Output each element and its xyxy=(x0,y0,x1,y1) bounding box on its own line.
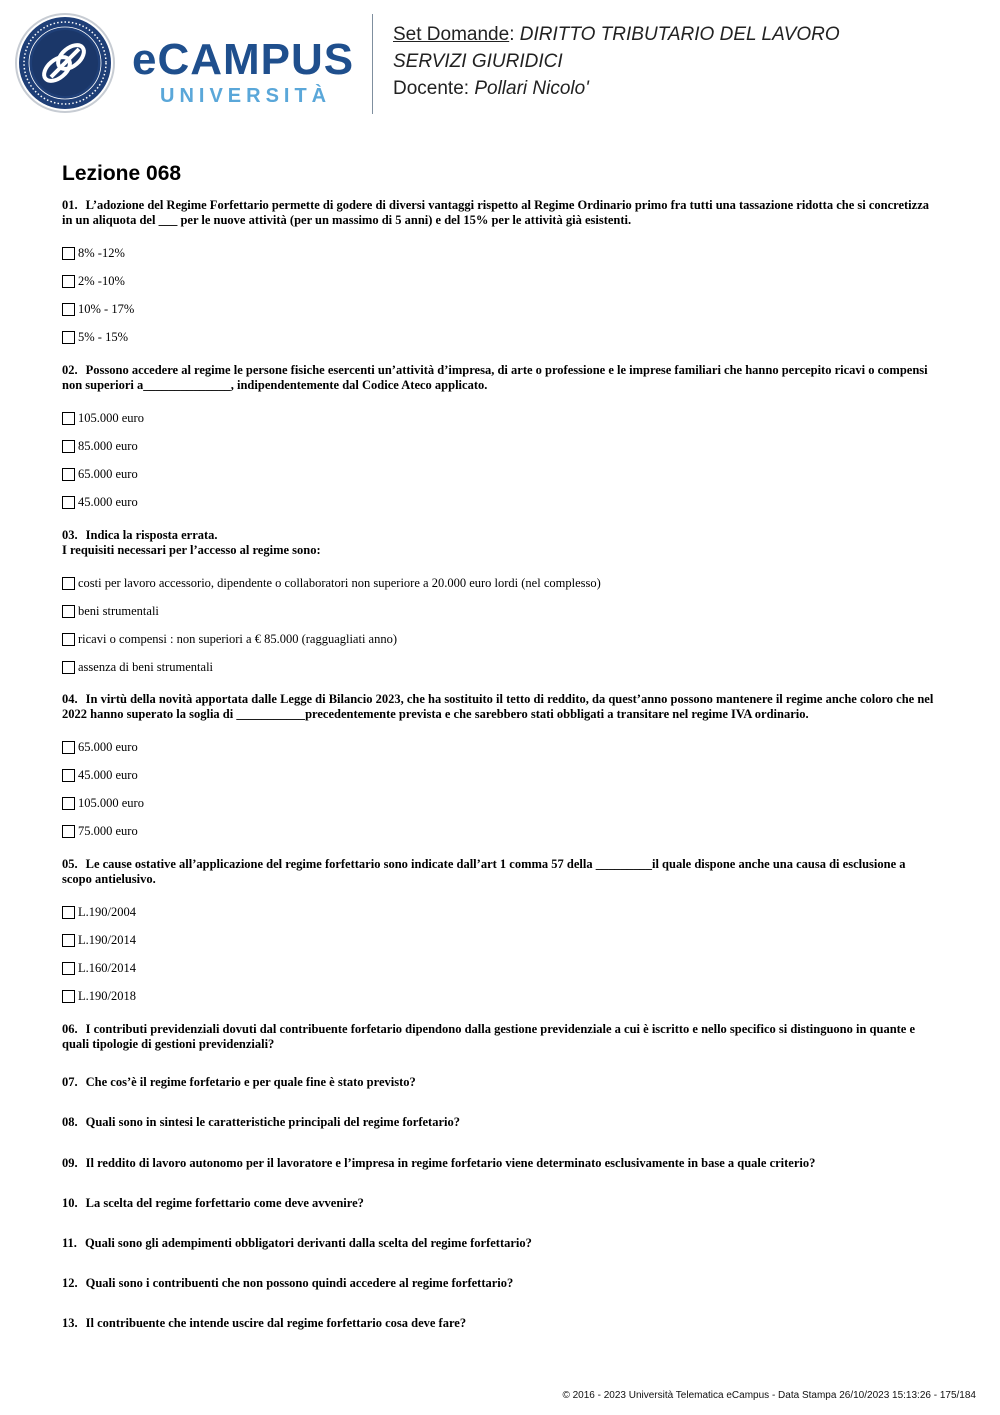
checkbox[interactable] xyxy=(62,661,75,674)
option-label: L.190/2014 xyxy=(78,932,136,947)
question-number: 06. xyxy=(62,1022,78,1036)
checkbox[interactable] xyxy=(62,990,75,1003)
question-body: Indica la risposta errata. xyxy=(85,528,218,542)
question-06 xyxy=(62,1022,937,1051)
answer-option[interactable] xyxy=(62,460,937,488)
question-text xyxy=(62,1196,937,1211)
page-header xyxy=(0,0,1000,125)
question-text xyxy=(62,1156,937,1171)
ecampus-seal-logo xyxy=(15,13,115,113)
option-label: 5% - 15% xyxy=(78,329,128,344)
question-text xyxy=(62,1075,937,1090)
checkbox[interactable] xyxy=(62,331,75,344)
option-label: L.190/2004 xyxy=(78,904,136,919)
question-text xyxy=(62,692,937,721)
question-text xyxy=(62,1022,937,1051)
answer-option[interactable] xyxy=(62,926,937,954)
option-label: L.190/2018 xyxy=(78,988,136,1003)
answer-option[interactable] xyxy=(62,898,937,926)
question-01 xyxy=(62,198,937,351)
question-10 xyxy=(62,1196,937,1211)
answer-options xyxy=(62,898,937,1010)
option-label: beni strumentali xyxy=(78,603,159,618)
question-number: 01. xyxy=(62,198,78,212)
answer-option[interactable] xyxy=(62,432,937,460)
option-label: 45.000 euro xyxy=(78,494,138,509)
checkbox[interactable] xyxy=(62,275,75,288)
set-separator: : xyxy=(509,24,515,45)
checkbox[interactable] xyxy=(62,412,75,425)
checkbox[interactable] xyxy=(62,440,75,453)
question-text xyxy=(62,1115,937,1130)
answer-option[interactable] xyxy=(62,239,937,267)
checkbox[interactable] xyxy=(62,633,75,646)
question-body: Possono accedere al regime le persone fisiche esercenti un’attività d’impresa, di arte o professione e le imprese familiari che hanno percepito ricavi o compensi non superiori a______________, indipendentemente dal Codice Ateco applicato. xyxy=(62,363,928,392)
answer-options xyxy=(62,404,937,516)
question-12 xyxy=(62,1276,937,1291)
question-body: Quali sono gli adempimenti obbligatori derivanti dalla scelta del regime forfettario? xyxy=(84,1236,532,1250)
question-number: 12. xyxy=(62,1276,78,1290)
question-text xyxy=(62,363,937,392)
option-label: 105.000 euro xyxy=(78,410,144,425)
answer-option[interactable] xyxy=(62,982,937,1010)
question-number: 04. xyxy=(62,692,78,706)
question-number: 08. xyxy=(62,1115,78,1129)
question-number: 13. xyxy=(62,1316,78,1330)
checkbox[interactable] xyxy=(62,906,75,919)
checkbox[interactable] xyxy=(62,962,75,975)
set-label: Set Domande xyxy=(393,24,510,45)
checkbox[interactable] xyxy=(62,577,75,590)
answer-options xyxy=(62,569,937,681)
teacher-name: Pollari Nicolo' xyxy=(474,78,589,99)
teacher-label: Docente: xyxy=(393,78,470,99)
option-label: 2% -10% xyxy=(78,273,125,288)
option-label: costi per lavoro accessorio, dipendente o collaboratori non superiore a 20.000 euro lordi (nel complesso) xyxy=(78,575,601,590)
question-number: 09. xyxy=(62,1156,78,1170)
question-body: La scelta del regime forfettario come deve avvenire? xyxy=(85,1196,364,1210)
question-body: Il contribuente che intende uscire dal regime forfettario cosa deve fare? xyxy=(85,1316,467,1330)
answer-option[interactable] xyxy=(62,625,937,653)
question-body: Quali sono in sintesi le caratteristiche principali del regime forfetario? xyxy=(85,1115,460,1129)
answer-option[interactable] xyxy=(62,954,937,982)
answer-option[interactable] xyxy=(62,323,937,351)
course-title-line2: SERVIZI GIURIDICI xyxy=(393,51,563,72)
ecampus-wordmark xyxy=(132,35,355,108)
checkbox[interactable] xyxy=(62,496,75,509)
question-08 xyxy=(62,1115,937,1130)
option-label: 105.000 euro xyxy=(78,795,144,810)
checkbox[interactable] xyxy=(62,797,75,810)
question-subtext: I requisiti necessari per l’accesso al regime sono: xyxy=(62,542,321,557)
checkbox[interactable] xyxy=(62,303,75,316)
option-label: 65.000 euro xyxy=(78,739,138,754)
course-title-line1 xyxy=(393,21,840,48)
question-body: I contributi previdenziali dovuti dal contribuente forfetario dipendono dalla gestione previdenziale a cui è iscritto e nello specifico si distinguono in quante e quali tipologie di gestioni previdenziali? xyxy=(62,1022,916,1051)
question-11 xyxy=(62,1236,937,1251)
question-body: Quali sono i contribuenti che non possono quindi accedere al regime forfettario? xyxy=(85,1276,514,1290)
question-number: 05. xyxy=(62,857,78,871)
question-body: L’adozione del Regime Forfettario permette di godere di diversi vantaggi rispetto al Regime Ordinario primo fra tutti una tassazione ridotta che si concretizza in un aliquota del ___ per le nuove attività (per un massimo di 5 anni) e del 15% per le attività già esistenti. xyxy=(62,198,929,227)
question-05 xyxy=(62,857,937,1010)
answer-option[interactable] xyxy=(62,597,937,625)
course-name: DIRITTO TRIBUTARIO DEL LAVORO xyxy=(519,24,840,45)
question-09 xyxy=(62,1156,937,1171)
answer-option[interactable] xyxy=(62,569,937,597)
header-divider xyxy=(372,14,373,114)
question-number: 10. xyxy=(62,1196,78,1210)
question-04 xyxy=(62,692,937,845)
option-label: 8% -12% xyxy=(78,245,125,260)
answer-option[interactable] xyxy=(62,653,937,681)
question-number: 03. xyxy=(62,528,78,542)
answer-option[interactable] xyxy=(62,404,937,432)
question-body: Che cos’è il regime forfetario e per quale fine è stato previsto? xyxy=(85,1075,416,1089)
question-07 xyxy=(62,1075,937,1090)
question-03 xyxy=(62,528,937,681)
checkbox[interactable] xyxy=(62,468,75,481)
question-text xyxy=(62,1236,937,1251)
logo-brand: eCAMPUS xyxy=(132,35,355,84)
option-label: ricavi o compensi : non superiori a € 85.000 (ragguagliati anno) xyxy=(78,631,398,646)
answer-option[interactable] xyxy=(62,789,937,817)
question-number: 02. xyxy=(62,363,78,377)
checkbox[interactable] xyxy=(62,769,75,782)
checkbox[interactable] xyxy=(62,934,75,947)
question-body: In virtù della novità apportata dalle Legge di Bilancio 2023, che ha sostituito il tetto di reddito, da quest’anno possono mantenere il regime anche coloro che nel 2022 hanno superato la soglia di ___________precedentemente prevista e che sarebbero stati obbligati a transitare nel regime IVA ordinario. xyxy=(62,692,934,721)
question-02 xyxy=(62,363,937,516)
answer-option[interactable] xyxy=(62,817,937,845)
checkbox[interactable] xyxy=(62,605,75,618)
option-label: 45.000 euro xyxy=(78,767,138,782)
question-number: 07. xyxy=(62,1075,78,1089)
question-text xyxy=(62,1316,937,1331)
question-number: 11. xyxy=(62,1236,77,1250)
answer-option[interactable] xyxy=(62,761,937,789)
option-label: L.160/2014 xyxy=(78,960,136,975)
page-footer: © 2016 - 2023 Università Telematica eCampus - Data Stampa 26/10/2023 15:13:26 - 175/184 xyxy=(562,1390,976,1401)
teacher-line xyxy=(393,75,840,102)
question-text xyxy=(62,198,937,227)
option-label: 65.000 euro xyxy=(78,466,138,481)
option-label: 75.000 euro xyxy=(78,823,138,838)
answer-options xyxy=(62,733,937,845)
question-text xyxy=(62,528,937,543)
lesson-title: Lezione 068 xyxy=(62,162,182,185)
answer-option[interactable] xyxy=(62,488,937,516)
option-label: assenza di beni strumentali xyxy=(78,659,214,674)
question-body: Il reddito di lavoro autonomo per il lavoratore e l’impresa in regime forfetario viene determinato esclusivamente in base a quale criterio? xyxy=(85,1156,816,1170)
option-label: 10% - 17% xyxy=(78,301,135,316)
checkbox[interactable] xyxy=(62,825,75,838)
option-label: 85.000 euro xyxy=(78,438,138,453)
question-body: Le cause ostative all’applicazione del regime forfettario sono indicate dall’art 1 comma 57 della _________il quale dispone anche una causa di esclusione a scopo antielusivo. xyxy=(62,857,906,886)
checkbox[interactable] xyxy=(62,247,75,260)
answer-option[interactable] xyxy=(62,733,937,761)
answer-options xyxy=(62,239,937,351)
logo-subtitle: UNIVERSITÀ xyxy=(160,85,332,107)
answer-option[interactable] xyxy=(62,267,937,295)
question-text xyxy=(62,857,937,886)
course-info xyxy=(393,21,840,102)
answer-option[interactable] xyxy=(62,295,937,323)
question-text xyxy=(62,1276,937,1291)
question-13 xyxy=(62,1316,937,1331)
checkbox[interactable] xyxy=(62,741,75,754)
